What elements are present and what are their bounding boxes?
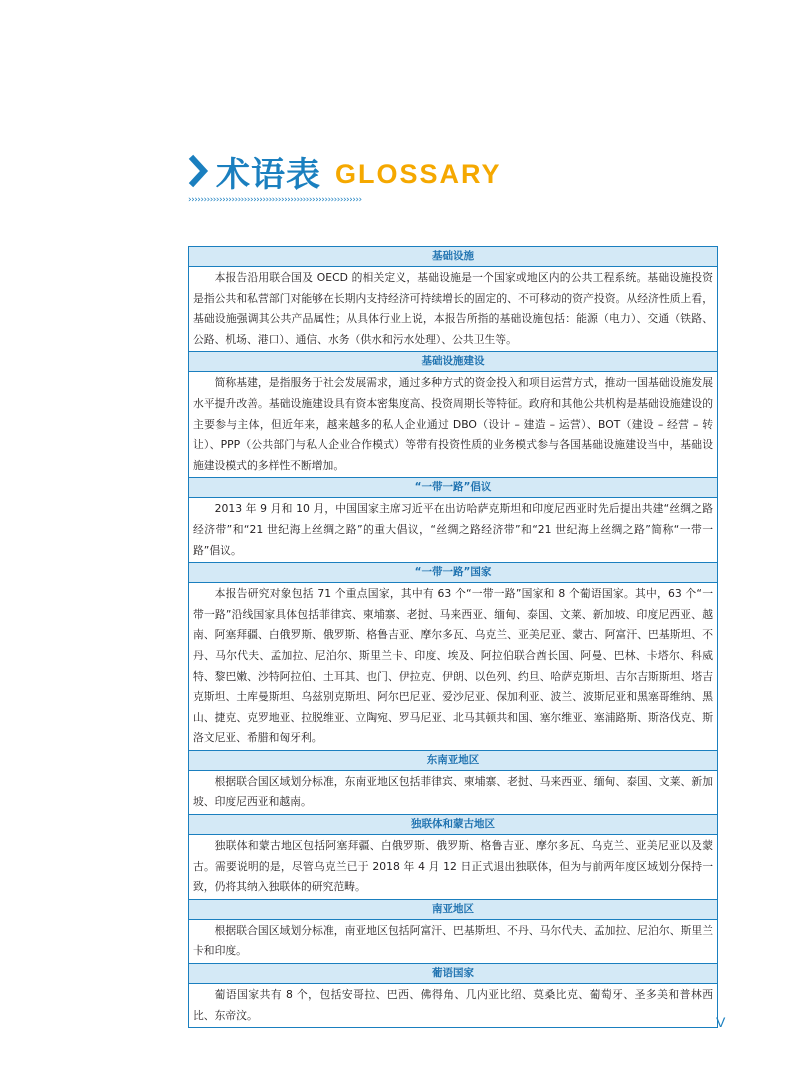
decorative-arrow-divider: ›››››››››››››››››››››››››››››››››››››››››››››››››››››››› (188, 195, 362, 205)
glossary-definition: 独联体和蒙古地区包括阿塞拜疆、白俄罗斯、俄罗斯、格鲁吉亚、摩尔多瓦、乌克兰、亚美尼亚以及蒙古。需要说明的是，尽管乌克兰已于 2018 年 4 月 12 日正式退出独联体，但为与前两年度区域划分保持一致，仍将其纳入独联体的研究范畴。 (189, 835, 718, 900)
glossary-definition: 2013 年 9 月和 10 月，中国国家主席习近平在出访哈萨克斯坦和印度尼西亚时先后提出共建“丝绸之路经济带”和“21 世纪海上丝绸之路”的重大倡议，“丝绸之路经济带”和“21 世纪海上丝绸之路”简称“一带一路”倡议。 (189, 498, 718, 563)
glossary-table (188, 246, 718, 1028)
glossary-term: 独联体和蒙古地区 (189, 815, 718, 835)
page-title-english: GLOSSARY (335, 158, 502, 189)
glossary-definition: 本报告沿用联合国及 OECD 的相关定义，基础设施是一个国家或地区内的公共工程系统。基础设施投资是指公共和私营部门对能够在长期内支持经济可持续增长的固定的、不可移动的资产投资。从经济性质上看，基础设施强调其公共产品属性；从具体行业上说，本报告所指的基础设施包括：能源（电力）、交通（铁路、公路、机场、港口）、通信、水务（供水和污水处理）、公共卫生等。 (189, 267, 718, 352)
glossary-definition: 根据联合国区域划分标准，南亚地区包括阿富汗、巴基斯坦、不丹、马尔代夫、孟加拉、尼泊尔、斯里兰卡和印度。 (189, 919, 718, 963)
chevron-right-icon (188, 153, 210, 189)
glossary-term: “一带一路”倡议 (189, 478, 718, 498)
glossary-term: 基础设施建设 (189, 352, 718, 372)
page-heading (188, 148, 502, 194)
glossary-definition: 本报告研究对象包括 71 个重点国家，其中有 63 个“一带一路”国家和 8 个葡语国家。其中，63 个“一带一路”沿线国家具体包括菲律宾、柬埔寨、老挝、马来西亚、缅甸、泰国、文莱、新加坡、印度尼西亚、越南、阿塞拜疆、白俄罗斯、俄罗斯、格鲁吉亚、摩尔多瓦、乌克兰、亚美尼亚、蒙古、阿富汗、巴基斯坦、不丹、马尔代夫、孟加拉、尼泊尔、斯里兰卡、印度、埃及、阿拉伯联合酋长国、阿曼、巴林、卡塔尔、科威特、黎巴嫩、沙特阿拉伯、土耳其、也门、伊拉克、伊朗、以色列、约旦、哈萨克斯坦、吉尔吉斯斯坦、塔吉克斯坦、土库曼斯坦、乌兹别克斯坦、阿尔巴尼亚、爱沙尼亚、保加利亚、波兰、波斯尼亚和黑塞哥维纳、黑山、捷克、克罗地亚、拉脱维亚、立陶宛、罗马尼亚、北马其顿共和国、塞尔维亚、塞浦路斯、斯洛伐克、斯洛文尼亚、希腊和匈牙利。 (189, 583, 718, 751)
glossary-definition: 简称基建，是指服务于社会发展需求，通过多种方式的资金投入和项目运营方式，推动一国基础设施发展水平提升改善。基础设施建设具有资本密集度高、投资周期长等特征。政府和其他公共机构是基础设施建设的主要参与主体，但近年来，越来越多的私人企业通过 DBO（设计 – 建造 – 运营）、BOT（建设 – 经营 – 转让）、PPP（公共部门与私人企业合作模式）等带有投资性质的业务模式参与各国基础设施建设当中，基础设施建设模式的多样性不断增加。 (189, 372, 718, 478)
glossary-definition: 根据联合国区域划分标准，东南亚地区包括菲律宾、柬埔寨、老挝、马来西亚、缅甸、泰国、文莱、新加坡、印度尼西亚和越南。 (189, 770, 718, 814)
glossary-term: 南亚地区 (189, 899, 718, 919)
page-title-chinese: 术语表 (216, 154, 321, 195)
glossary-term: “一带一路”国家 (189, 563, 718, 583)
glossary-term: 东南亚地区 (189, 750, 718, 770)
glossary-term: 葡语国家 (189, 964, 718, 984)
glossary-term: 基础设施 (189, 247, 718, 267)
glossary-definition: 葡语国家共有 8 个，包括安哥拉、巴西、佛得角、几内亚比绍、莫桑比克、葡萄牙、圣多美和普林西比、东帝汶。 (189, 984, 718, 1028)
page-number: V (716, 1014, 726, 1030)
